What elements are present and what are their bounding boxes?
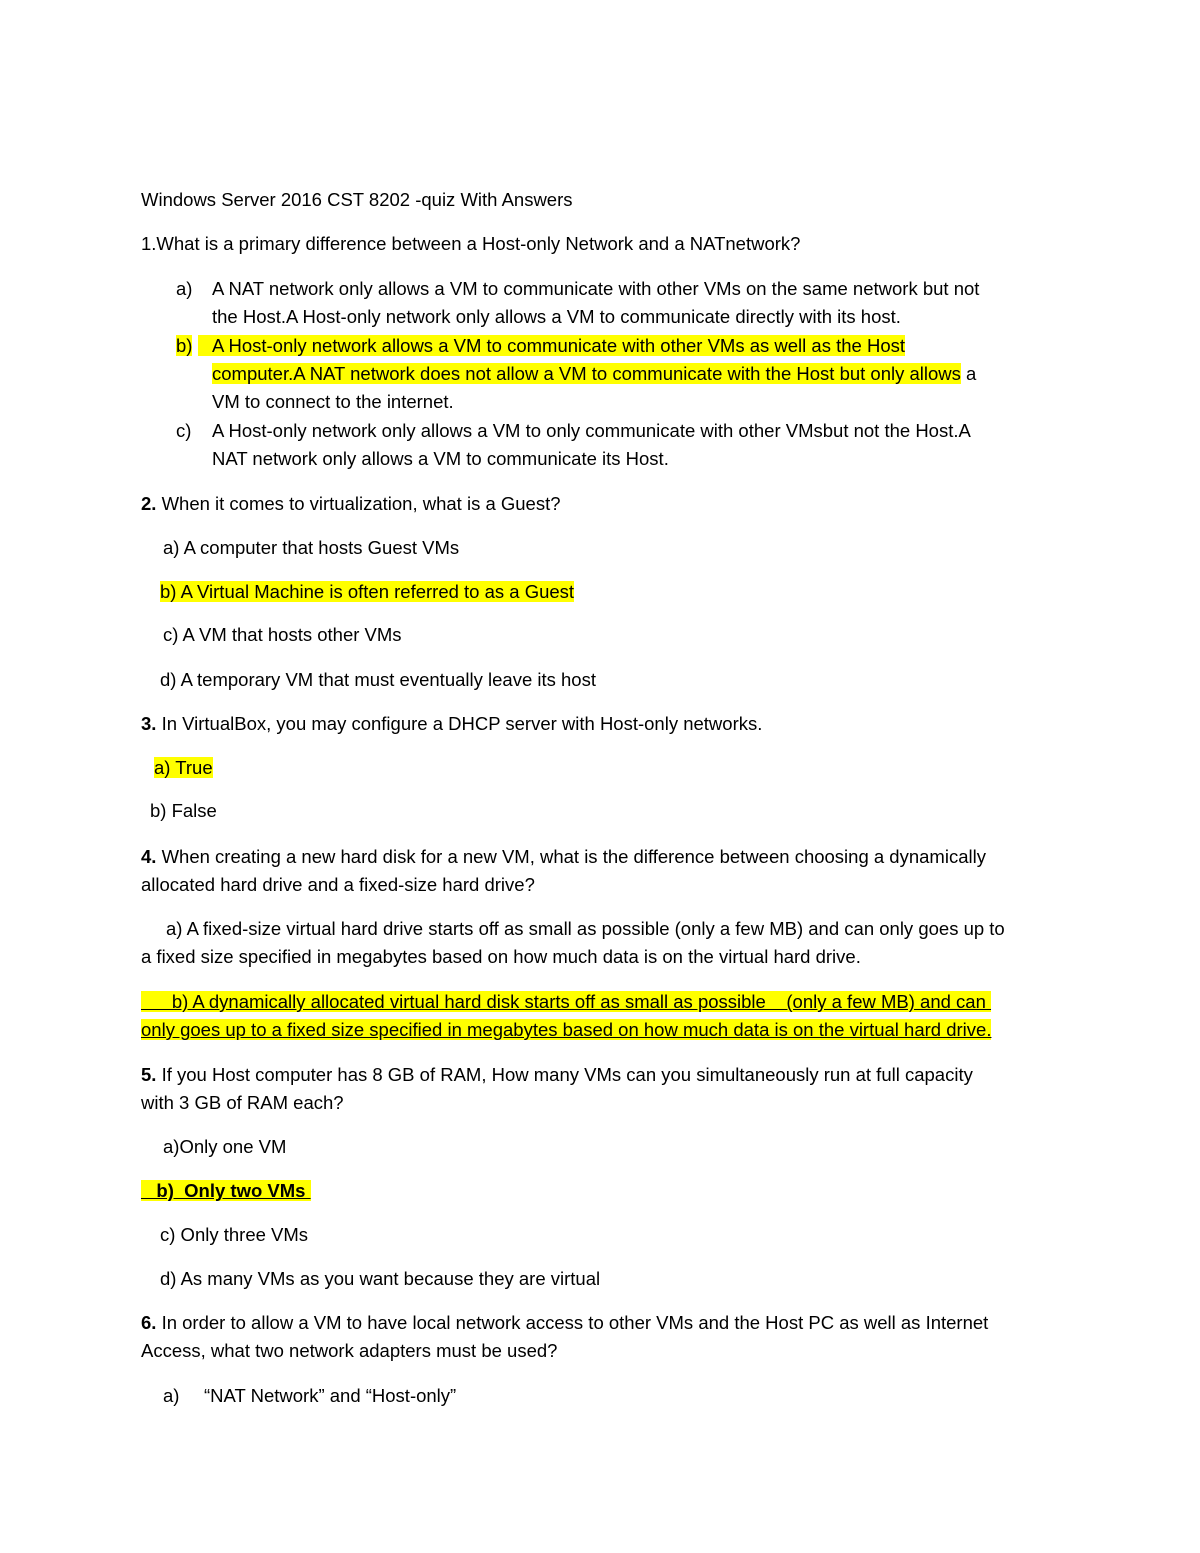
q5-option-d: d) As many VMs as you want because they are virtual xyxy=(160,1268,601,1289)
q2-number: 2. xyxy=(141,493,157,514)
q4-option-b-line2 xyxy=(141,1018,991,1042)
q6-option-a-label: a) xyxy=(163,1385,180,1406)
q3-question: In VirtualBox, you may configure a DHCP server with Host-only networks. xyxy=(156,713,763,734)
q3-number: 3. xyxy=(141,713,157,734)
q3-option-a xyxy=(154,756,213,780)
q5-number: 5. xyxy=(141,1064,157,1085)
q4-option-b-line1 xyxy=(141,990,991,1014)
q1-option-b-line1 xyxy=(198,334,905,358)
q1-option-b-line2 xyxy=(212,362,976,386)
q4-option-b-line2-text: only goes up to a fixed size specified in megabytes based on how much data is on the virtual hard drive. xyxy=(141,1019,992,1040)
q1-option-b-label xyxy=(176,334,192,358)
q5-question-line1: If you Host computer has 8 GB of RAM, How many VMs can you simultaneously run at full capacity xyxy=(156,1064,973,1085)
q1-option-a-line1: A NAT network only allows a VM to communicate with other VMs on the same network but not xyxy=(212,278,980,299)
q4-option-b-line1-text: b) A dynamically allocated virtual hard disk starts off as small as possible (only a few MB) and can xyxy=(141,991,992,1012)
question-4-line2: allocated hard drive and a fixed-size hard drive? xyxy=(141,874,535,895)
q2-option-d: d) A temporary VM that must eventually leave its host xyxy=(160,669,596,690)
question-6-line1 xyxy=(141,1311,988,1335)
question-5-line2: with 3 GB of RAM each? xyxy=(141,1092,344,1113)
question-3-text xyxy=(141,712,762,736)
q6-option-a: “NAT Network” and “Host-only” xyxy=(204,1385,457,1406)
q1-option-c-line2: NAT network only allows a VM to communicate its Host. xyxy=(212,448,669,469)
q4-question-line1: When creating a new hard disk for a new VM, what is the difference between choosing a dynamically xyxy=(156,846,986,867)
q1-option-b-label-text: b) xyxy=(176,335,193,356)
q3-option-b: b) False xyxy=(150,800,217,821)
question-6-line2: Access, what two network adapters must be used? xyxy=(141,1340,558,1361)
q5-option-b-text: b) Only two VMs xyxy=(141,1180,311,1201)
q2-option-b xyxy=(160,580,574,604)
q1-option-a-line2: the Host.A Host-only network only allows a VM to communicate directly with its host. xyxy=(212,306,901,327)
q5-option-b xyxy=(141,1179,311,1203)
q4-option-a-line1: a) A fixed-size virtual hard drive starts off as small as possible (only a few MB) and can only goes up to xyxy=(166,918,1005,939)
q5-option-c: c) Only three VMs xyxy=(160,1224,309,1245)
question-5-line1 xyxy=(141,1063,973,1087)
q1-option-b-line3: VM to connect to the internet. xyxy=(212,391,454,412)
q1-option-c-label: c) xyxy=(176,420,192,441)
q6-number: 6. xyxy=(141,1312,157,1333)
q2-option-a: a) A computer that hosts Guest VMs xyxy=(163,537,460,558)
q2-question: When it comes to virtualization, what is a Guest? xyxy=(156,493,561,514)
q6-question-line1: In order to allow a VM to have local network access to other VMs and the Host PC as well as Internet xyxy=(156,1312,989,1333)
q2-option-c: c) A VM that hosts other VMs xyxy=(163,624,402,645)
q1-option-b-line1-text: A Host-only network allows a VM to communicate with other VMs as well as the Host xyxy=(198,335,905,356)
q1-option-b-line2-rest: a xyxy=(960,363,977,384)
q2-option-b-text: b) A Virtual Machine is often referred to as a Guest xyxy=(160,581,575,602)
q4-number: 4. xyxy=(141,846,157,867)
q5-option-a: a)Only one VM xyxy=(163,1136,287,1157)
document-title: Windows Server 2016 CST 8202 -quiz With Answers xyxy=(141,189,573,210)
q1-option-c-line1: A Host-only network only allows a VM to only communicate with other VMsbut not the Host.A xyxy=(212,420,971,441)
q3-option-a-text: a) True xyxy=(154,757,213,778)
question-4-line1 xyxy=(141,845,986,869)
question-1-text: 1.What is a primary difference between a Host-only Network and a NATnetwork? xyxy=(141,233,801,254)
q1-option-b-line2-hl: computer.A NAT network does not allow a VM to communicate with the Host but only allows xyxy=(212,363,961,384)
question-2-text xyxy=(141,492,561,516)
q1-option-a-label: a) xyxy=(176,278,193,299)
q4-option-a-line2: a fixed size specified in megabytes based on how much data is on the virtual hard drive. xyxy=(141,946,861,967)
